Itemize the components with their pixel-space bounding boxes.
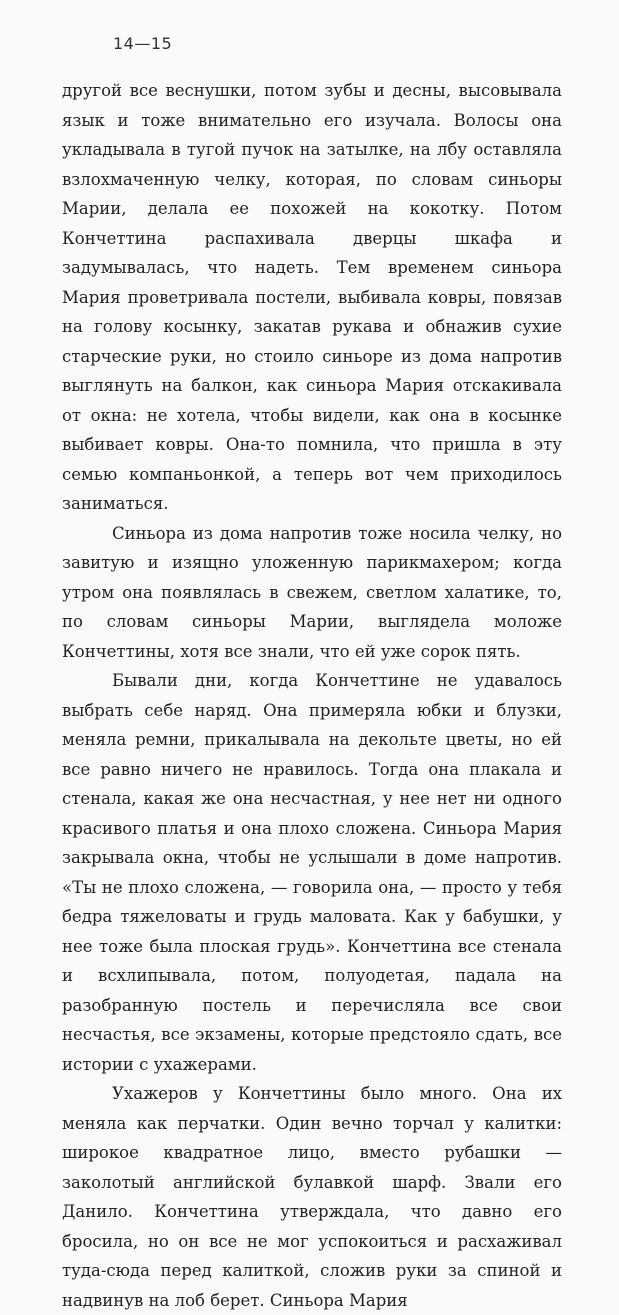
paragraph: Синьора из дома напротив тоже носила челку, но завитую и изящно уложенную парикмахером; когда утром она появлялась в свежем, светлом халатике, то, по словам синьоры Марии, выглядела моложе Кончеттины, хотя все знали, что ей уже сорок пять. bbox=[62, 523, 562, 661]
paragraph: Бывали дни, когда Кончеттине не удавалось выбрать себе наряд. Она примеряла юбки и блузки, меняла ремни, прикалывала на декольте цветы, но ей все равно ничего не нравилось. Тогда она плакала и стенала, какая же она несчастная, у нее нет ни одного красивого платья и она плохо сложена. Синьора Мария закрывала окна, чтобы не услышали в доме напротив. «Ты не плохо сложена, — говорила она, — просто у тебя бедра тяжеловаты и грудь маловата. Как у бабушки, у нее тоже была плоская грудь». Кончеттина все стенала и всхлипывала, потом, полуодетая, падала на разобранную постель и перечисляла все свои несчастья, все экзамены, которые предстояло сдать, все истории с ухажерами. bbox=[62, 671, 562, 1074]
paragraph: другой все веснушки, потом зубы и десны, высовывала язык и тоже внимательно его изучала. Волосы она укладывала в тугой пучок на затылке, на лбу оставляла взлохмаченную челку, которая, по словам синьоры Марии, делала ее похожей на кокотку. Потом Кончеттина распахивала дверцы шкафа и задумывалась, что надеть. Тем временем синьора Мария проветривала постели, выбивала ковры, повязав на голову косынку, закатав рукава и обнажив сухие старческие руки, но стоило синьоре из дома напротив выглянуть на балкон, как синьора Мария отскакивала от окна: не хотела, чтобы видели, как она в косынке выбивает ковры. Она-то помнила, что пришла в эту семью компаньонкой, а теперь вот чем приходилось заниматься. bbox=[62, 81, 562, 513]
body-text bbox=[62, 76, 562, 1315]
page-number: 14—15 bbox=[113, 34, 173, 53]
paragraph: Ухажеров у Кончеттины было много. Она их меняла как перчатки. Один вечно торчал у калитки: широкое квадратное лицо, вместо рубашки — заколотый английской булавкой шарф. Звали его Данило. Кончеттина утверждала, что давно его бросила, но он все не мог успокоиться и расхаживал туда-сюда перед калиткой, сложив руки за спиной и надвинув на лоб берет. Синьора Мария bbox=[62, 1084, 562, 1310]
